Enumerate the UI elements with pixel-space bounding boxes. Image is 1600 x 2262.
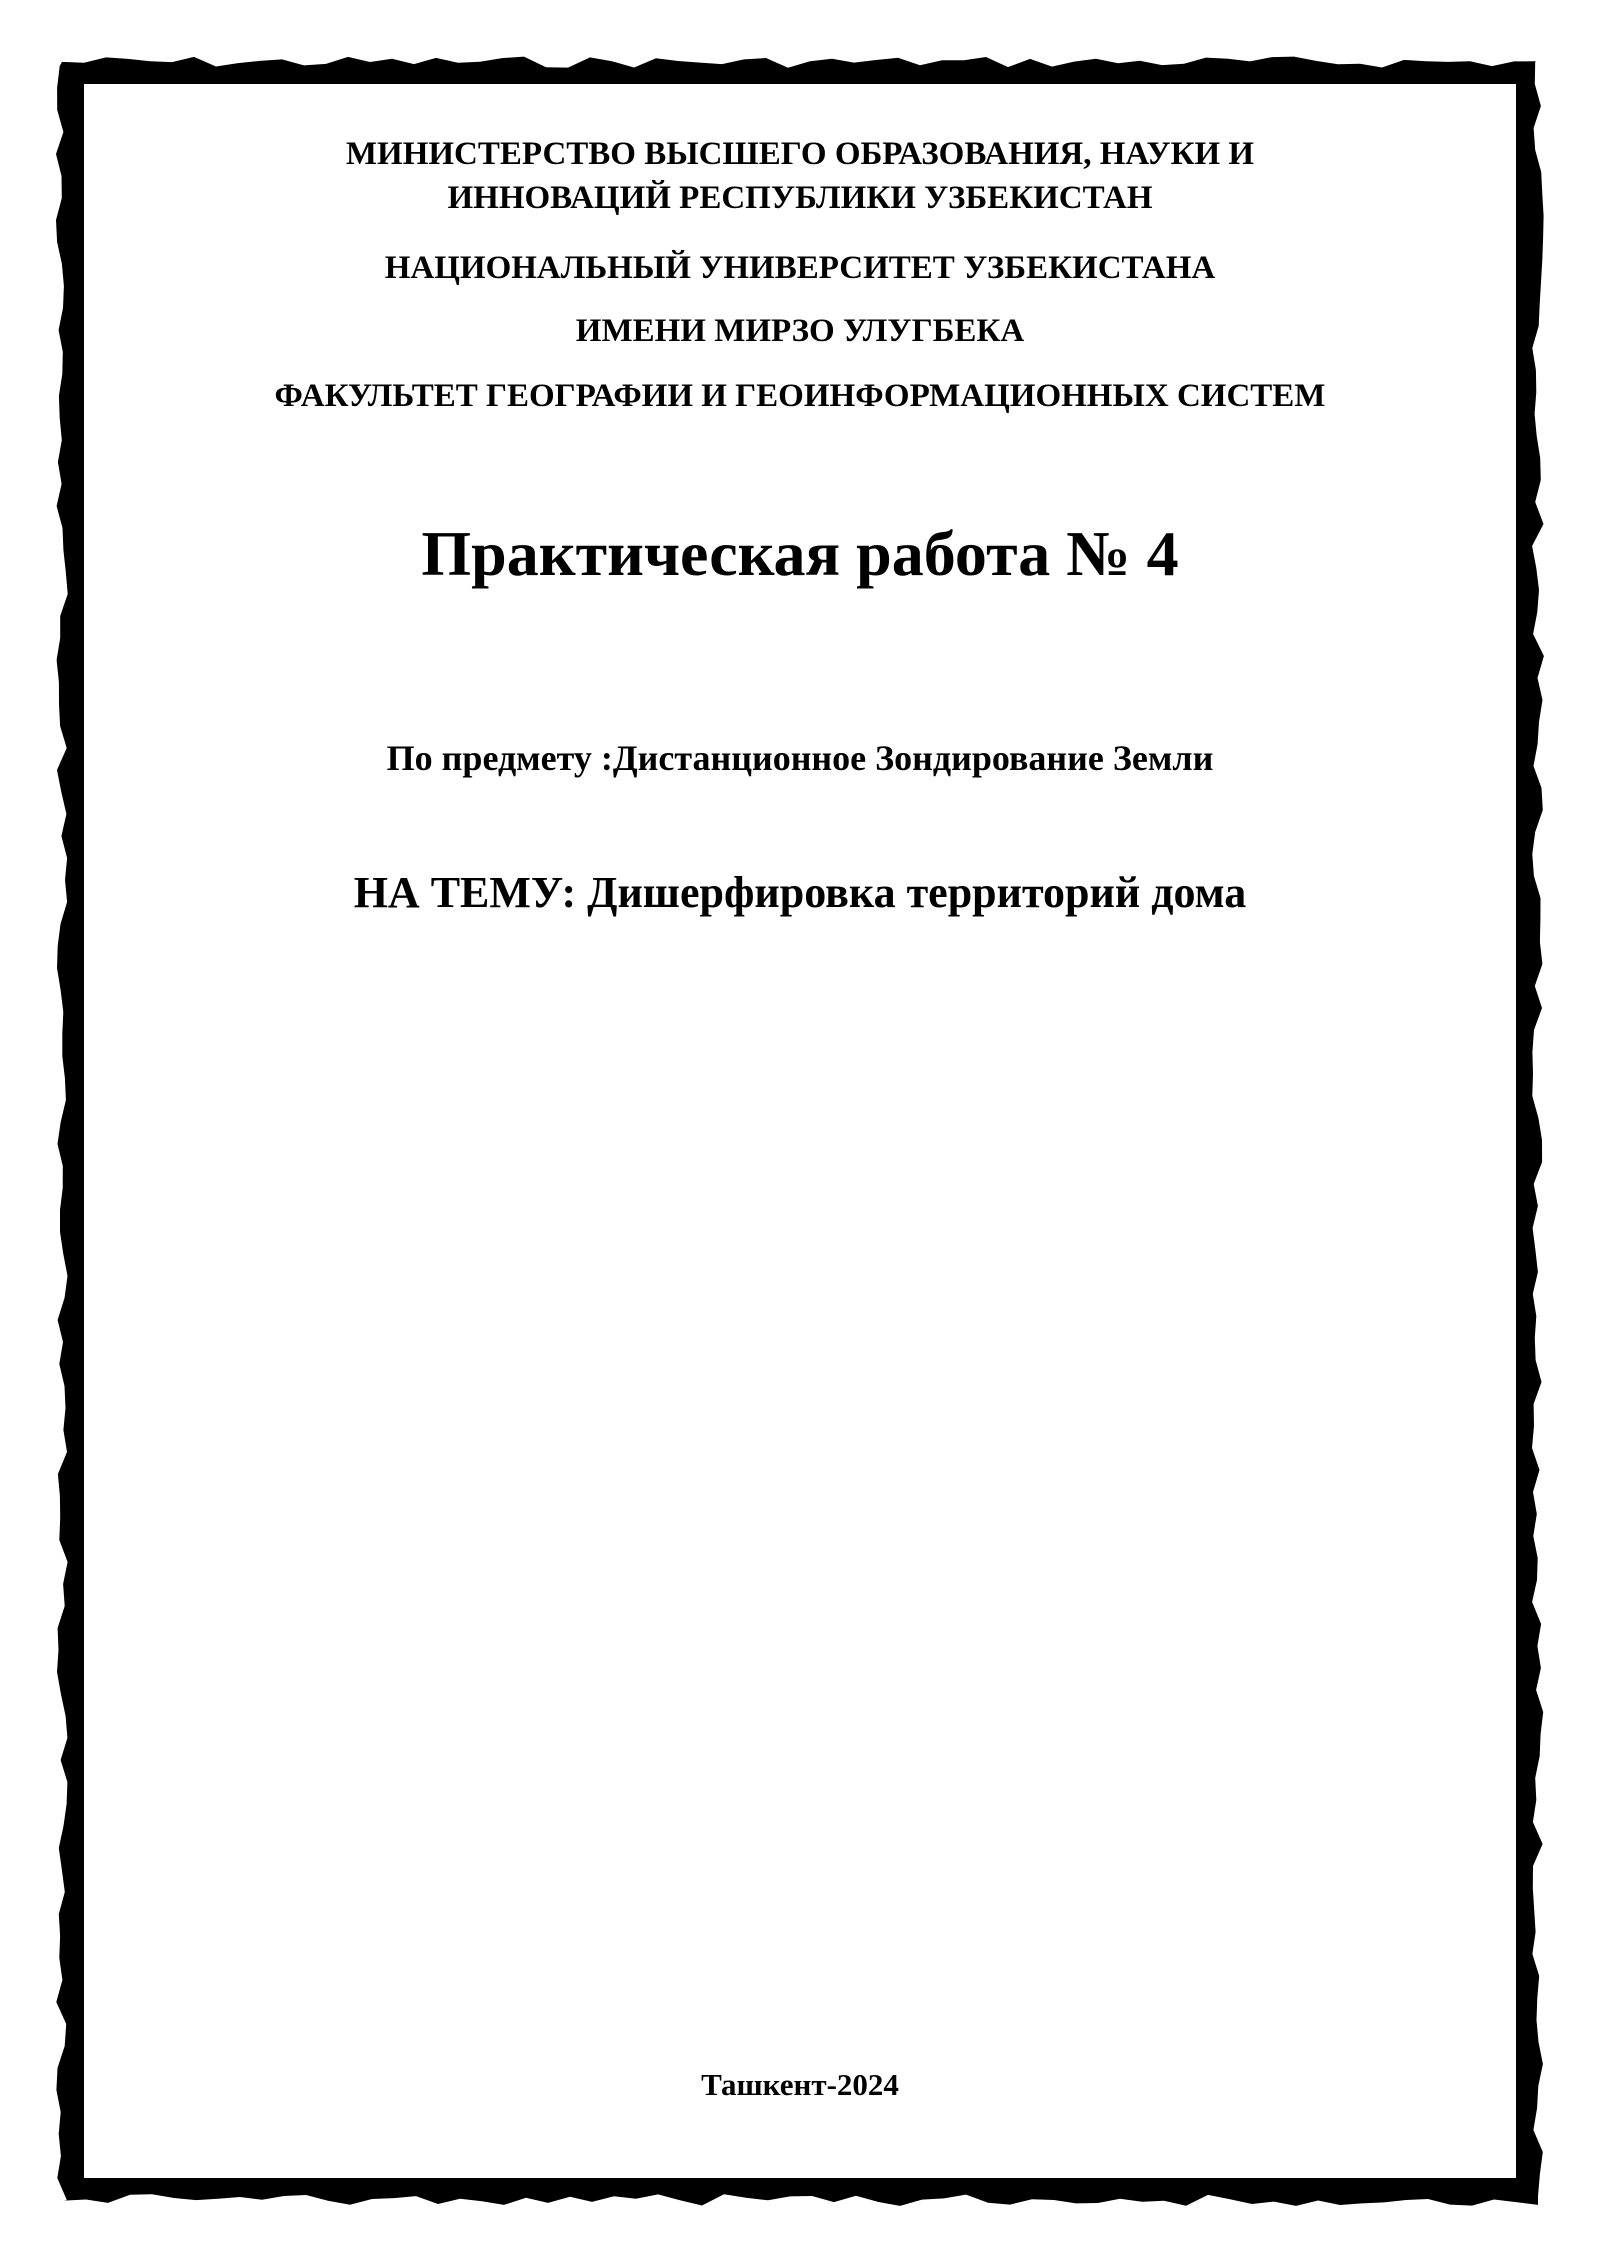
university-heading: НАЦИОНАЛЬНЫЙ УНИВЕРСИТЕТ УЗБЕКИСТАНА xyxy=(384,250,1216,286)
ministry-line-2: ИННОВАЦИЙ РЕСПУБЛИКИ УЗБЕКИСТАН xyxy=(447,180,1153,216)
title-page xyxy=(84,84,1516,2178)
ministry-line-1: МИНИСТЕРСТВО ВЫСШЕГО ОБРАЗОВАНИЯ, НАУКИ И xyxy=(345,136,1255,172)
ministry-heading xyxy=(84,132,1516,220)
faculty-heading: ФАКУЛЬТЕТ ГЕОГРАФИИ И ГЕОИНФОРМАЦИОННЫХ СИСТЕМ xyxy=(274,378,1326,414)
document-title: Практическая работа № 4 xyxy=(421,518,1179,589)
subject-line: По предмету :Дистанционное Зондирование Земли xyxy=(386,738,1214,778)
city-year: Ташкент-2024 xyxy=(701,2067,899,2102)
university-namesake: ИМЕНИ МИРЗО УЛУГБЕКА xyxy=(575,313,1025,349)
topic-line: НА ТЕМУ: Дишерфировка территорий дома xyxy=(353,868,1247,917)
